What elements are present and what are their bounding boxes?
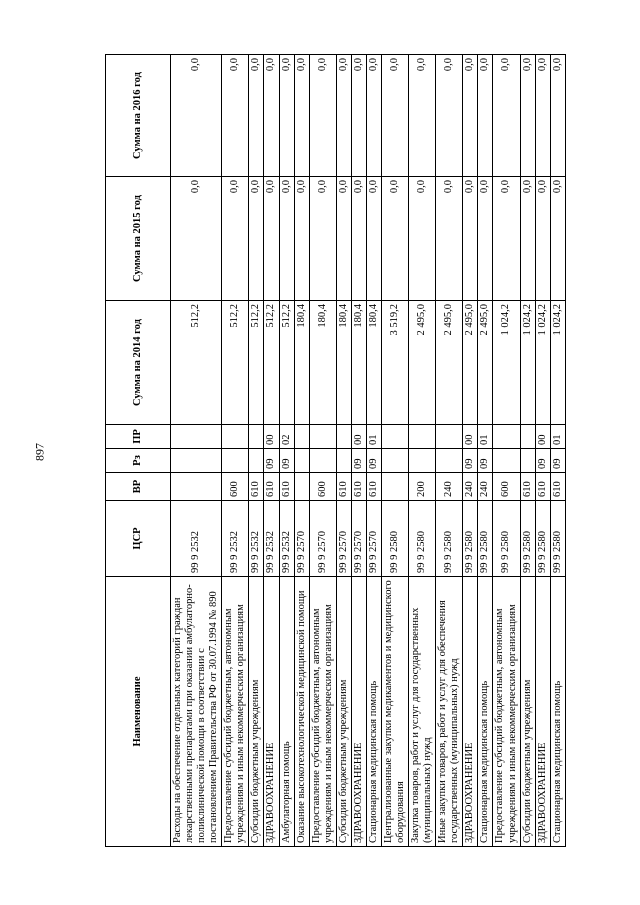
cell-vr	[171, 473, 222, 501]
cell-vr: 600	[493, 473, 520, 501]
cell-pr	[520, 425, 535, 449]
cell-sum-2014: 180,4	[366, 301, 381, 425]
cell-sum-2015: 0,0	[436, 177, 463, 301]
cell-sum-2014: 2 495,0	[478, 301, 493, 425]
cell-vr: 600	[309, 473, 336, 501]
cell-vr	[381, 473, 408, 501]
cell-sum-2014: 1 024,2	[493, 301, 520, 425]
cell-name: Централизованные закупки медикаментов и медицинского оборудования	[381, 577, 408, 847]
cell-vr: 600	[222, 473, 249, 501]
cell-sum-2014: 180,4	[309, 301, 336, 425]
table-row	[381, 55, 408, 847]
cell-csr: 99 9 2580	[535, 501, 550, 577]
cell-rz	[520, 449, 535, 473]
cell-rz	[493, 449, 520, 473]
cell-sum-2016: 0,0	[249, 55, 264, 177]
cell-name: Предоставление субсидий бюджетным, автономным учреждениям и иным некоммерческим организациям	[222, 577, 249, 847]
cell-pr: 01	[366, 425, 381, 449]
cell-sum-2016: 0,0	[309, 55, 336, 177]
cell-rz: 09	[351, 449, 366, 473]
cell-sum-2015: 0,0	[222, 177, 249, 301]
cell-vr: 610	[366, 473, 381, 501]
table-row	[535, 55, 550, 847]
cell-vr: 240	[478, 473, 493, 501]
cell-sum-2016: 0,0	[381, 55, 408, 177]
cell-sum-2015: 0,0	[309, 177, 336, 301]
cell-pr: 02	[279, 425, 294, 449]
cell-csr: 99 9 2580	[520, 501, 535, 577]
cell-sum-2016: 0,0	[409, 55, 436, 177]
cell-sum-2016: 0,0	[436, 55, 463, 177]
cell-pr: 01	[478, 425, 493, 449]
cell-rz	[171, 449, 222, 473]
cell-name: Субсидии бюджетным учреждениям	[520, 577, 535, 847]
cell-csr: 99 9 2532	[171, 501, 222, 577]
header-sum-2015: Сумма на 2015 год	[106, 177, 171, 301]
header-sum-2016: Сумма на 2016 год	[106, 55, 171, 177]
cell-csr: 99 9 2570	[336, 501, 351, 577]
cell-sum-2016: 0,0	[463, 55, 478, 177]
cell-rz	[249, 449, 264, 473]
cell-vr: 610	[535, 473, 550, 501]
cell-sum-2015: 0,0	[493, 177, 520, 301]
cell-name: Предоставление субсидий бюджетным, автономным учреждениям и иным некоммерческим организациям	[493, 577, 520, 847]
cell-pr	[309, 425, 336, 449]
cell-vr: 610	[336, 473, 351, 501]
cell-sum-2015: 0,0	[351, 177, 366, 301]
cell-name: Закупка товаров, работ и услуг для государственных (муниципальных) нужд	[409, 577, 436, 847]
cell-pr	[171, 425, 222, 449]
table-row	[478, 55, 493, 847]
cell-csr: 99 9 2570	[366, 501, 381, 577]
cell-sum-2014: 3 519,2	[381, 301, 408, 425]
cell-name: Стационарная медицинская помощь	[366, 577, 381, 847]
cell-pr	[294, 425, 309, 449]
cell-sum-2014: 180,4	[336, 301, 351, 425]
cell-name: ЗДРАВООХРАНЕНИЕ	[351, 577, 366, 847]
cell-rz	[381, 449, 408, 473]
table-row	[351, 55, 366, 847]
cell-rz: 09	[463, 449, 478, 473]
cell-rz	[336, 449, 351, 473]
cell-sum-2016: 0,0	[294, 55, 309, 177]
cell-pr: 00	[351, 425, 366, 449]
cell-pr	[409, 425, 436, 449]
cell-sum-2014: 512,2	[222, 301, 249, 425]
cell-rz	[294, 449, 309, 473]
table-row	[279, 55, 294, 847]
cell-csr: 99 9 2532	[264, 501, 279, 577]
cell-name: ЗДРАВООХРАНЕНИЕ	[535, 577, 550, 847]
table-row	[222, 55, 249, 847]
cell-pr	[336, 425, 351, 449]
cell-name: Субсидии бюджетным учреждениям	[249, 577, 264, 847]
table-row	[493, 55, 520, 847]
header-csr: ЦСР	[106, 501, 171, 577]
cell-name: Стационарная медицинская помощь	[550, 577, 565, 847]
cell-sum-2016: 0,0	[550, 55, 565, 177]
cell-sum-2016: 0,0	[351, 55, 366, 177]
cell-csr: 99 9 2570	[351, 501, 366, 577]
cell-name: Расходы на обеспечение отдельных категорий граждан лекарственными препаратами при оказании амбулаторно-поликлинической помощи в соответствии с постановлением Правительства РФ от 30.07.1994 № 890	[171, 577, 222, 847]
cell-name: Предоставление субсидий бюджетным, автономным учреждениям и иным некоммерческим организациям	[309, 577, 336, 847]
table-row	[520, 55, 535, 847]
cell-sum-2016: 0,0	[478, 55, 493, 177]
cell-pr	[436, 425, 463, 449]
cell-name: Стационарная медицинская помощь	[478, 577, 493, 847]
cell-sum-2014: 180,4	[294, 301, 309, 425]
table-body	[171, 55, 566, 847]
cell-sum-2015: 0,0	[366, 177, 381, 301]
cell-name: ЗДРАВООХРАНЕНИЕ	[264, 577, 279, 847]
cell-sum-2016: 0,0	[535, 55, 550, 177]
cell-sum-2014: 1 024,2	[535, 301, 550, 425]
header-sum-2014: Сумма на 2014 год	[106, 301, 171, 425]
cell-vr: 200	[409, 473, 436, 501]
cell-pr	[222, 425, 249, 449]
cell-sum-2014: 1 024,2	[520, 301, 535, 425]
cell-csr: 99 9 2580	[436, 501, 463, 577]
cell-sum-2015: 0,0	[336, 177, 351, 301]
cell-sum-2014: 1 024,2	[550, 301, 565, 425]
cell-csr: 99 9 2532	[249, 501, 264, 577]
cell-sum-2014: 2 495,0	[436, 301, 463, 425]
cell-vr: 610	[279, 473, 294, 501]
cell-name: ЗДРАВООХРАНЕНИЕ	[463, 577, 478, 847]
cell-csr: 99 9 2580	[463, 501, 478, 577]
cell-csr: 99 9 2570	[294, 501, 309, 577]
header-name: Наименование	[106, 577, 171, 847]
table-row	[550, 55, 565, 847]
cell-rz: 09	[264, 449, 279, 473]
table-row	[436, 55, 463, 847]
cell-vr: 610	[351, 473, 366, 501]
cell-vr: 610	[550, 473, 565, 501]
page-number: 897	[32, 443, 47, 461]
table-row	[309, 55, 336, 847]
budget-table-container	[105, 55, 591, 847]
cell-vr: 240	[436, 473, 463, 501]
cell-sum-2015: 0,0	[478, 177, 493, 301]
cell-sum-2014: 2 495,0	[409, 301, 436, 425]
cell-sum-2015: 0,0	[294, 177, 309, 301]
cell-sum-2015: 0,0	[520, 177, 535, 301]
budget-table	[105, 54, 566, 847]
header-row	[106, 55, 171, 847]
cell-sum-2015: 0,0	[279, 177, 294, 301]
table-row	[171, 55, 222, 847]
cell-sum-2014: 180,4	[351, 301, 366, 425]
cell-sum-2015: 0,0	[550, 177, 565, 301]
cell-vr: 610	[264, 473, 279, 501]
cell-sum-2015: 0,0	[264, 177, 279, 301]
cell-rz: 09	[279, 449, 294, 473]
cell-sum-2016: 0,0	[336, 55, 351, 177]
cell-pr	[249, 425, 264, 449]
cell-sum-2015: 0,0	[409, 177, 436, 301]
cell-csr: 99 9 2532	[222, 501, 249, 577]
cell-rz	[436, 449, 463, 473]
cell-sum-2014: 2 495,0	[463, 301, 478, 425]
table-row	[264, 55, 279, 847]
cell-sum-2014: 512,2	[264, 301, 279, 425]
cell-sum-2015: 0,0	[171, 177, 222, 301]
header-pr: ПР	[106, 425, 171, 449]
cell-csr: 99 9 2532	[279, 501, 294, 577]
cell-rz	[409, 449, 436, 473]
header-vr: ВР	[106, 473, 171, 501]
cell-sum-2014: 512,2	[279, 301, 294, 425]
header-rz: Рз	[106, 449, 171, 473]
cell-name: Субсидии бюджетным учреждениям	[336, 577, 351, 847]
cell-sum-2016: 0,0	[279, 55, 294, 177]
cell-csr: 99 9 2580	[550, 501, 565, 577]
table-row	[249, 55, 264, 847]
cell-name: Иные закупки товаров, работ и услуг для обеспечения государственных (муниципальных) нужд	[436, 577, 463, 847]
cell-sum-2015: 0,0	[463, 177, 478, 301]
cell-rz	[222, 449, 249, 473]
cell-vr: 610	[520, 473, 535, 501]
cell-sum-2016: 0,0	[493, 55, 520, 177]
cell-pr: 01	[550, 425, 565, 449]
cell-rz: 09	[550, 449, 565, 473]
cell-csr: 99 9 2570	[309, 501, 336, 577]
cell-sum-2014: 512,2	[171, 301, 222, 425]
cell-sum-2014: 512,2	[249, 301, 264, 425]
cell-pr	[493, 425, 520, 449]
cell-sum-2016: 0,0	[520, 55, 535, 177]
table-row	[294, 55, 309, 847]
cell-sum-2016: 0,0	[222, 55, 249, 177]
cell-sum-2016: 0,0	[366, 55, 381, 177]
cell-sum-2016: 0,0	[264, 55, 279, 177]
table-row	[409, 55, 436, 847]
table-row	[336, 55, 351, 847]
cell-rz: 09	[478, 449, 493, 473]
cell-rz: 09	[535, 449, 550, 473]
cell-vr	[294, 473, 309, 501]
table-row	[366, 55, 381, 847]
cell-sum-2015: 0,0	[381, 177, 408, 301]
table-header	[106, 55, 171, 847]
cell-vr: 240	[463, 473, 478, 501]
cell-vr: 610	[249, 473, 264, 501]
cell-pr: 00	[463, 425, 478, 449]
cell-pr: 00	[264, 425, 279, 449]
cell-sum-2015: 0,0	[535, 177, 550, 301]
cell-rz	[309, 449, 336, 473]
cell-sum-2015: 0,0	[249, 177, 264, 301]
cell-name: Оказание высокотехнологической медицинской помощи	[294, 577, 309, 847]
cell-csr: 99 9 2580	[381, 501, 408, 577]
cell-name: Амбулаторная помощь	[279, 577, 294, 847]
cell-csr: 99 9 2580	[409, 501, 436, 577]
table-row	[463, 55, 478, 847]
cell-sum-2016: 0,0	[171, 55, 222, 177]
cell-csr: 99 9 2580	[493, 501, 520, 577]
cell-rz: 09	[366, 449, 381, 473]
cell-csr: 99 9 2580	[478, 501, 493, 577]
cell-pr	[381, 425, 408, 449]
cell-pr: 00	[535, 425, 550, 449]
